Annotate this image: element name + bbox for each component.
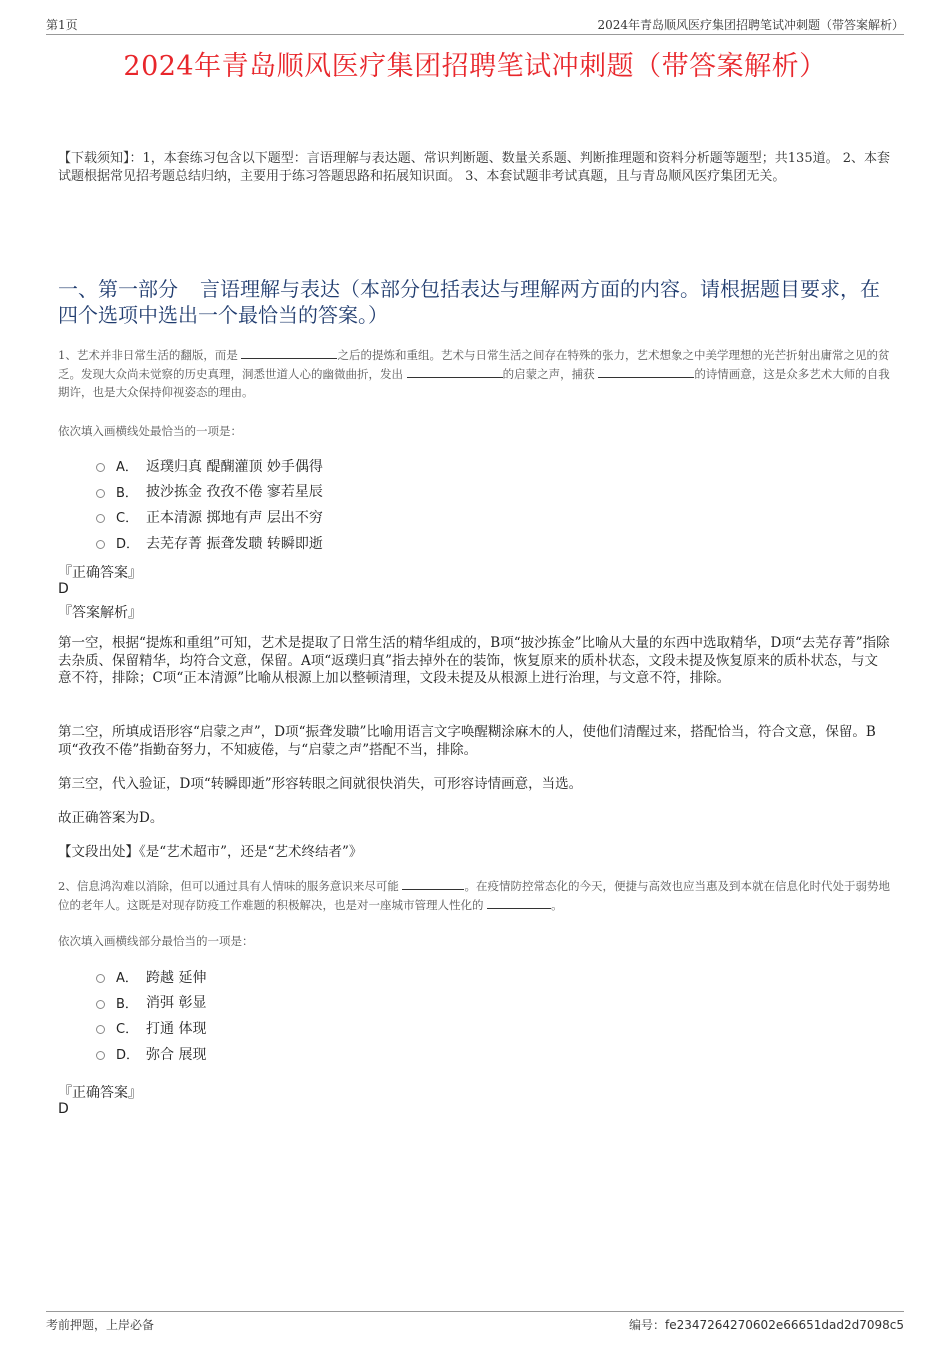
fill-blank xyxy=(487,896,551,909)
fill-blank xyxy=(407,365,503,378)
question-1-options xyxy=(96,453,323,555)
analysis-conclusion: 故正确答案为D。 xyxy=(58,810,164,826)
radio-icon[interactable] xyxy=(96,514,105,523)
download-notice: 【下载须知】：1，本套练习包含以下题型：言语理解与表达题、常识判断题、数量关系题、判断推理题和资料分析题等题型；共135道。 2、本套试题根据常见招考题总结归纳，主要用于练习答题思路和拓展知识面。 3、本套试题非考试真题，且与青岛顺风医疗集团无关。 xyxy=(58,151,890,184)
code-label: 编号： xyxy=(628,1318,665,1332)
header-doc-title: 2024年青岛顺风医疗集团招聘笔试冲刺题（带答案解析） xyxy=(597,18,904,32)
option-text: 弥合 展现 xyxy=(146,1046,207,1063)
radio-icon[interactable] xyxy=(96,540,105,549)
radio-icon[interactable] xyxy=(96,1000,105,1009)
analysis-paragraph: 第二空，所填成语形容“启蒙之声”，D项“振聋发聩”比喻用语言文字唤醒糊涂麻木的人，使他们清醒过来，搭配恰当，符合文意，保留。B项“孜孜不倦”指勤奋努力，不知疲倦，与“启蒙之声”搭配不当，排除。 xyxy=(58,724,876,758)
question-2-prompt: 依次填入画横线部分最恰当的一项是： xyxy=(58,934,254,948)
analysis-paragraph: 第三空，代入验证，D项“转瞬即逝”形容转眼之间就很快消失，可形容诗情画意，当选。 xyxy=(58,776,583,792)
option-a[interactable]: A． 跨越 延伸 xyxy=(96,964,206,990)
question-2-stem: 2、信息鸿沟难以消除，但可以通过具有人情味的服务意识来尽可能 。在疫情防控常态化的今天，便捷与高效也应当惠及到本就在信息化时代处于弱势地位的老年人。这既是对现存防疫工作难题的积极解决，也是对一座城市管理人性化的 。 xyxy=(58,879,890,912)
page-number: 第1页 xyxy=(46,18,78,32)
correct-answer-value: D xyxy=(58,581,69,597)
page-header xyxy=(46,14,904,35)
radio-icon[interactable] xyxy=(96,489,105,498)
radio-icon[interactable] xyxy=(96,1025,105,1034)
section-name: 言语理解与表达（本部分包括表达与理解两方面的内容。请根据题目要求，在四个选项中选出一个最恰当的答案。） xyxy=(58,277,880,327)
document-code xyxy=(629,1316,904,1333)
option-text: 去芜存菁 振聋发聩 转瞬即逝 xyxy=(146,535,323,552)
document-title: 2024年青岛顺风医疗集团招聘笔试冲刺题（带答案解析） xyxy=(123,51,827,82)
correct-answer-label: 『正确答案』 xyxy=(58,565,142,581)
fill-blank xyxy=(402,877,464,890)
fill-blank xyxy=(241,346,337,359)
correct-answer-value: D xyxy=(58,1101,69,1117)
option-d[interactable]: D． 弥合 展现 xyxy=(96,1041,206,1067)
option-text: 正本清源 掷地有声 层出不穷 xyxy=(146,509,323,526)
section-title xyxy=(58,276,894,328)
option-text: 跨越 延伸 xyxy=(146,969,207,986)
code-value: fe2347264270602e66651dad2d7098c5 xyxy=(664,1318,904,1332)
option-a[interactable]: A． 返璞归真 醍醐灌顶 妙手偶得 xyxy=(96,453,323,479)
radio-icon[interactable] xyxy=(96,974,105,983)
option-text: 披沙拣金 孜孜不倦 寥若星辰 xyxy=(146,484,323,501)
question-2-options xyxy=(96,964,206,1066)
option-d[interactable]: D． 去芜存菁 振聋发聩 转瞬即逝 xyxy=(96,530,323,556)
question-1-prompt: 依次填入画横线处最恰当的一项是： xyxy=(58,424,242,438)
footer-slogan: 考前押题，上岸必备 xyxy=(46,1318,155,1332)
option-text: 消弭 彰显 xyxy=(146,995,207,1012)
page-footer xyxy=(46,1311,904,1334)
question-1-stem: 1、艺术并非日常生活的翻版，而是 之后的提炼和重组。艺术与日常生活之间存在特殊的张力，艺术想象之中美学理想的光芒折射出庸常之见的贫乏。发现大众尚未觉察的历史真理，洞悉世道人心的幽微曲折，发出 的启蒙之声，捕获 的诗情画意，这是众多艺术大师的自我期许，也是大众保持仰视姿态的理由。 xyxy=(58,348,890,399)
option-c[interactable]: C． 正本清源 掷地有声 层出不穷 xyxy=(96,504,323,530)
option-b[interactable]: B． 消弭 彰显 xyxy=(96,990,206,1016)
source-citation: 【文段出处】《是“艺术超市”，还是“艺术终结者”》 xyxy=(58,844,363,860)
option-c[interactable]: C． 打通 体现 xyxy=(96,1015,206,1041)
radio-icon[interactable] xyxy=(96,1051,105,1060)
analysis-paragraph: 第一空，根据“提炼和重组”可知，艺术是提取了日常生活的精华组成的，B项“披沙拣金”比喻从大量的东西中选取精华，D项“去芜存菁”指除去杂质、保留精华，均符合文意，保留。A项“返璞归真”指去掉外在的装饰，恢复原来的质朴状态，文段未提及恢复原来的质朴状态，与文意不符，排除；C项“正本清源”比喻从根源上加以整顿清理，文段未提及从根源上进行治理，与文意不符，排除。 xyxy=(58,635,890,686)
analysis-label: 『答案解析』 xyxy=(58,605,142,621)
option-text: 返璞归真 醍醐灌顶 妙手偶得 xyxy=(146,458,323,475)
option-b[interactable]: B． 披沙拣金 孜孜不倦 寥若星辰 xyxy=(96,479,323,505)
fill-blank xyxy=(598,365,694,378)
section-part: 一、第一部分 xyxy=(58,277,178,301)
option-text: 打通 体现 xyxy=(146,1020,207,1037)
correct-answer-label: 『正确答案』 xyxy=(58,1085,142,1101)
radio-icon[interactable] xyxy=(96,463,105,472)
